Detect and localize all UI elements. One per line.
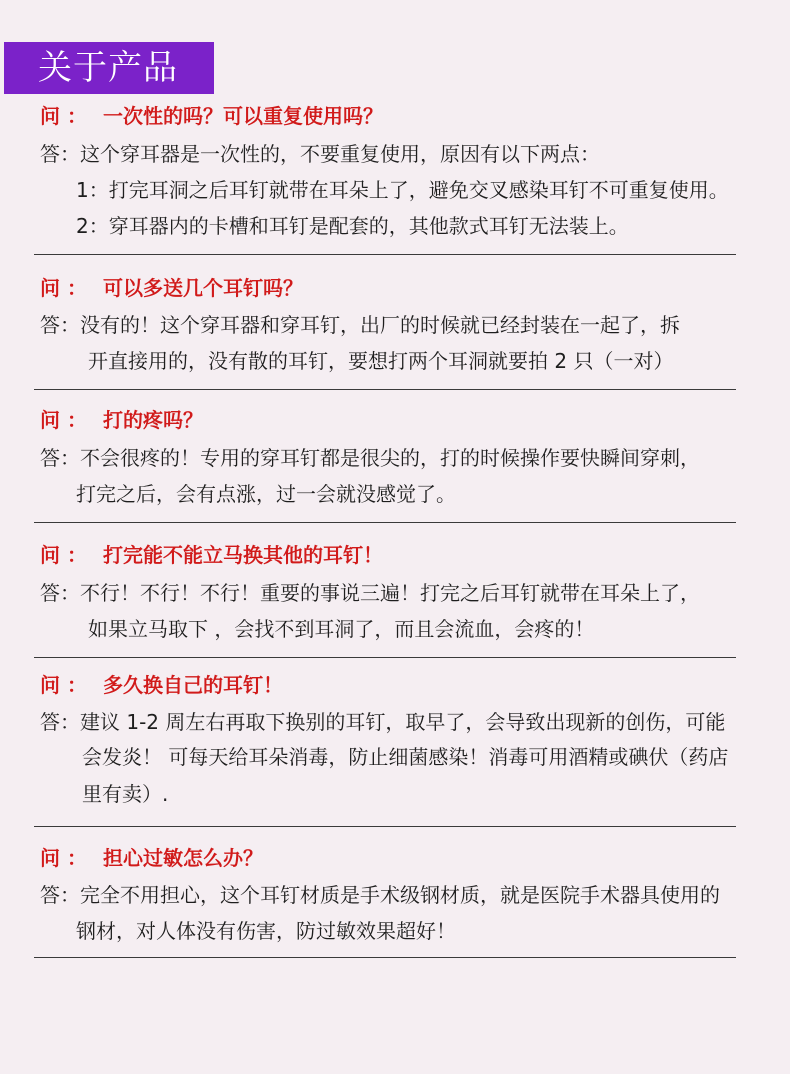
answer-5-line-2: 会发炎！ 可每天给耳朵消毒，防止细菌感染！消毒可用酒精或碘伏（药店 bbox=[82, 745, 729, 769]
answer-6-line-2: 钢材，对人体没有伤害，防过敏效果超好！ bbox=[76, 919, 456, 943]
answer-2-line-2: 开直接用的，没有散的耳钉，要想打两个耳洞就要拍 2 只（一对） bbox=[88, 349, 674, 373]
divider bbox=[34, 522, 736, 523]
question-5: 问 ： 多久换自己的耳钉！ bbox=[40, 673, 283, 697]
divider bbox=[34, 657, 736, 658]
section-title: 关于产品 bbox=[4, 42, 214, 94]
divider bbox=[34, 254, 736, 255]
answer-6-line-1: 答：完全不用担心，这个耳钉材质是手术级钢材质，就是医院手术器具使用的 bbox=[40, 883, 720, 907]
answer-1-line-3: 2：穿耳器内的卡槽和耳钉是配套的，其他款式耳钉无法装上。 bbox=[76, 214, 629, 238]
answer-2-line-1: 答：没有的！这个穿耳器和穿耳钉，出厂的时候就已经封装在一起了，拆 bbox=[40, 313, 680, 337]
divider bbox=[34, 826, 736, 827]
answer-3-line-2: 打完之后，会有点涨，过一会就没感觉了。 bbox=[76, 482, 456, 506]
answer-4-line-2: 如果立马取下 ，会找不到耳洞了，而且会流血，会疼的！ bbox=[88, 617, 595, 641]
divider bbox=[34, 957, 736, 958]
answer-1-line-1: 答：这个穿耳器是一次性的，不要重复使用，原因有以下两点： bbox=[40, 142, 600, 166]
answer-5-line-1: 答：建议 1-2 周左右再取下换别的耳钉，取早了，会导致出现新的创伤，可能 bbox=[40, 710, 726, 734]
answer-4-line-1: 答：不行！不行！不行！重要的事说三遍！打完之后耳钉就带在耳朵上了， bbox=[40, 581, 700, 605]
answer-3-line-1: 答：不会很疼的！专用的穿耳钉都是很尖的，打的时候操作要快瞬间穿刺， bbox=[40, 446, 700, 470]
question-2: 问 ： 可以多送几个耳钉吗？ bbox=[40, 276, 303, 300]
question-6: 问 ： 担心过敏怎么办？ bbox=[40, 846, 263, 870]
question-1: 问 ： 一次性的吗？可以重复使用吗？ bbox=[40, 104, 383, 128]
divider bbox=[34, 389, 736, 390]
answer-1-line-2: 1：打完耳洞之后耳钉就带在耳朵上了，避免交叉感染耳钉不可重复使用。 bbox=[76, 178, 729, 202]
answer-5-line-3: 里有卖）. bbox=[82, 782, 169, 806]
question-4: 问 ： 打完能不能立马换其他的耳钉！ bbox=[40, 543, 383, 567]
question-3: 问 ： 打的疼吗？ bbox=[40, 408, 203, 432]
